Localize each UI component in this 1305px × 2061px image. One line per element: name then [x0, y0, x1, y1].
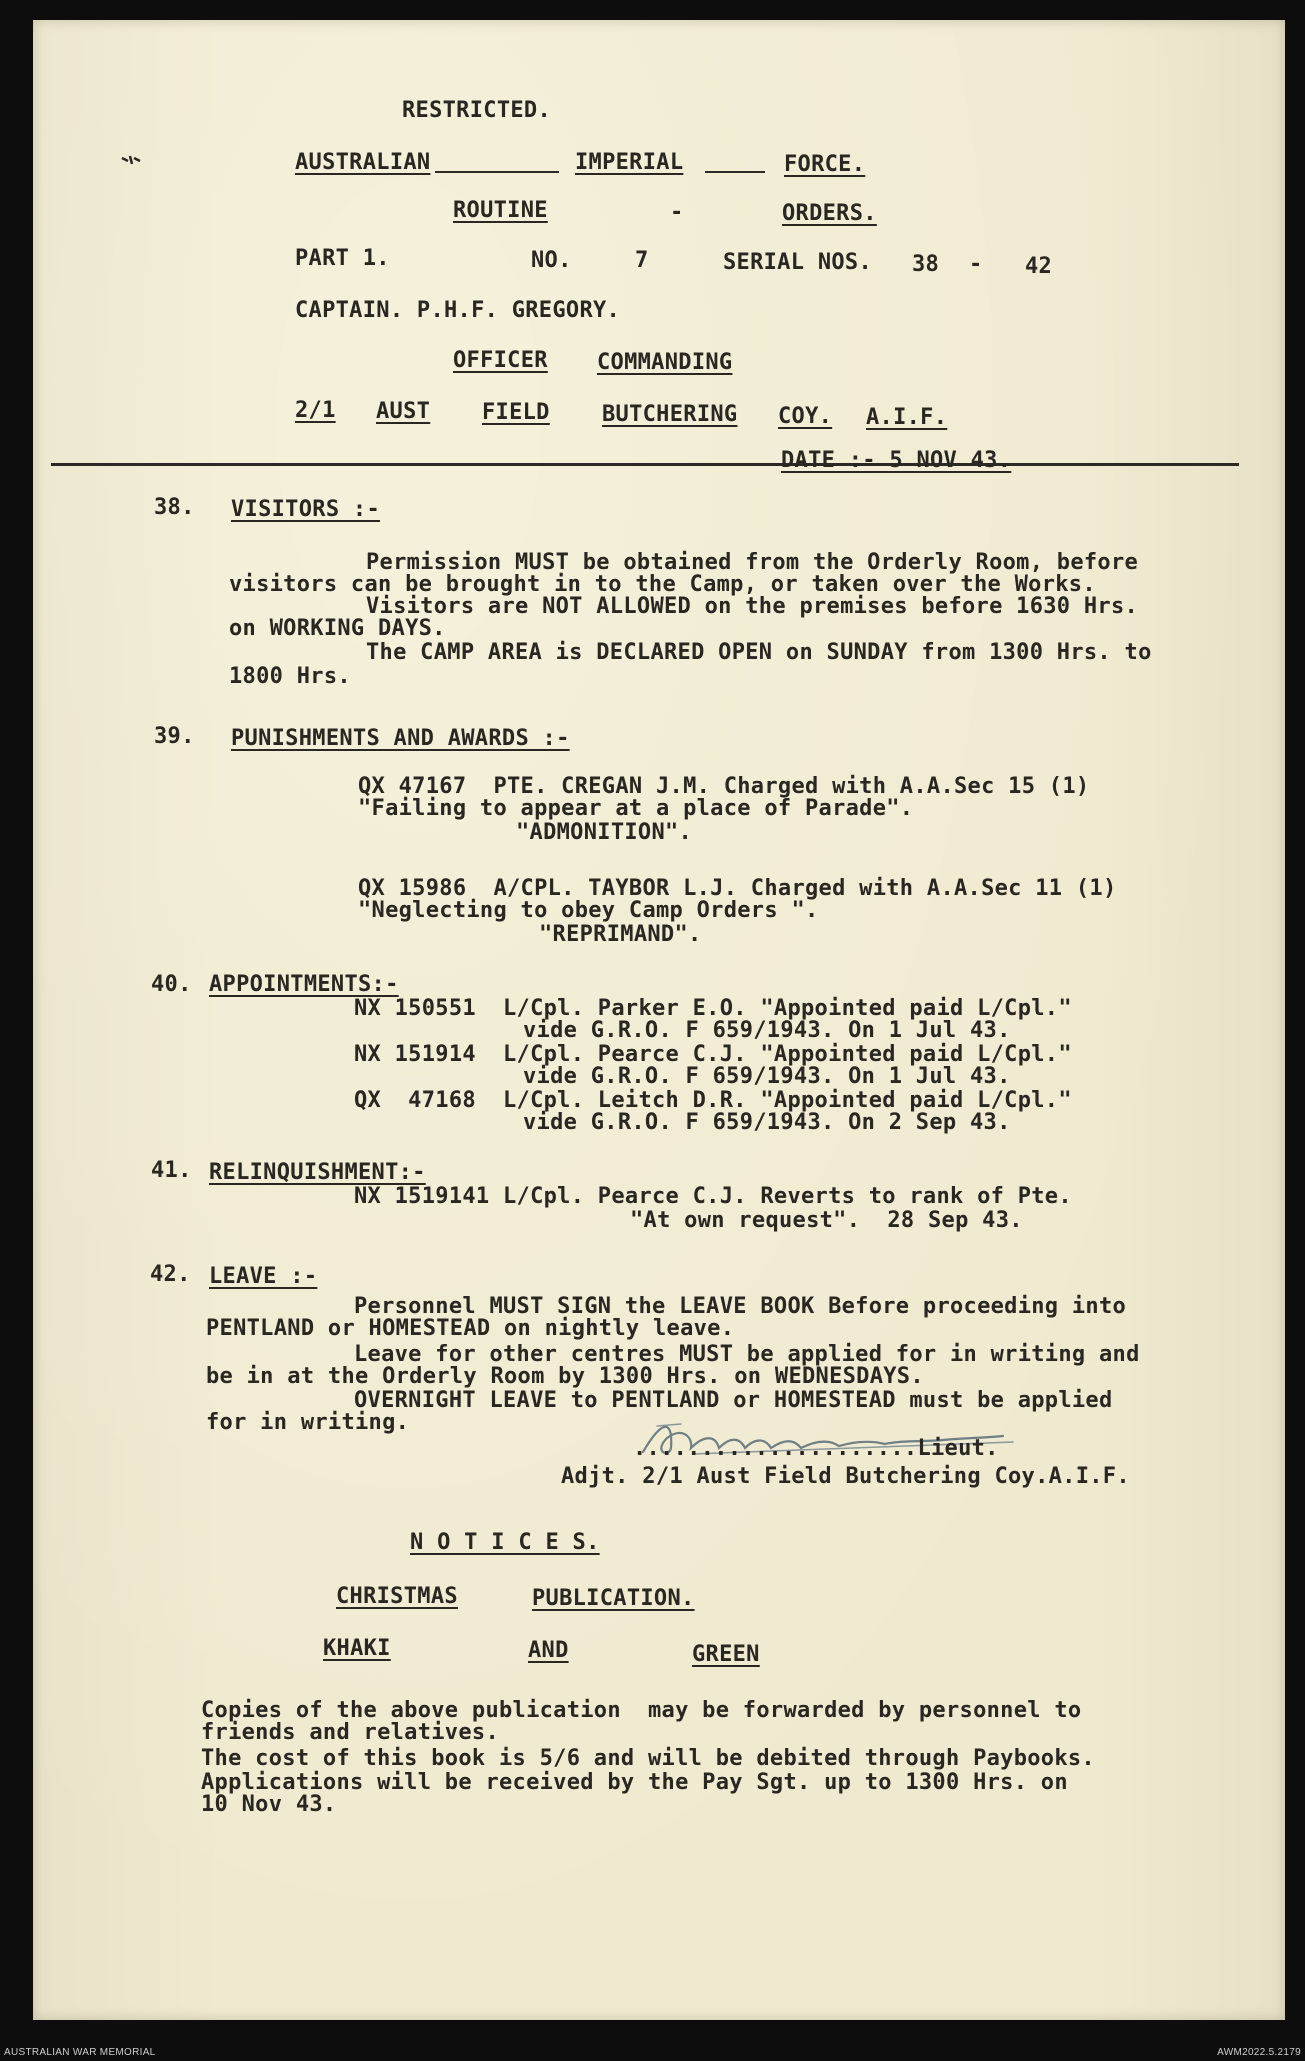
restricted-label: RESTRICTED. [402, 98, 551, 123]
unit-word-coy: COY. [778, 404, 833, 429]
serial-to: 42 [1025, 254, 1053, 279]
section-38-title: VISITORS :- [231, 497, 380, 522]
section-41-title: RELINQUISHMENT:- [209, 1160, 426, 1185]
notice-line: 10 Nov 43. [201, 1792, 337, 1817]
section-39-line: QX 47167 PTE. CREGAN J.M. Charged with A.A.Sec 15 (1) [358, 774, 1090, 799]
section-42-line: OVERNIGHT LEAVE to PENTLAND or HOMESTEAD must be applied [354, 1388, 1113, 1413]
section-39-title: PUNISHMENTS AND AWARDS :- [231, 726, 570, 751]
order-no-value: 7 [635, 248, 649, 273]
notice-line: friends and relatives. [201, 1720, 499, 1745]
section-39-line: "Neglecting to obey Camp Orders ". [358, 898, 819, 923]
notices-title: N O T I C E S. [410, 1530, 600, 1555]
unit-word-aust: AUST [376, 399, 431, 424]
routine-dash: - [670, 200, 684, 225]
section-38-line: visitors can be brought in to the Camp, or taken over the Works. [229, 572, 1096, 597]
underline-gap [705, 171, 765, 173]
underline-gap [435, 171, 559, 173]
order-date: DATE :- 5 NOV 43. [781, 448, 1012, 473]
section-42-line: be in at the Orderly Room by 1300 Hrs. on WEDNESDAYS. [206, 1364, 924, 1389]
section-41-line: "At own request". 28 Sep 43. [630, 1208, 1023, 1233]
section-42-line: PENTLAND or HOMESTEAD on nightly leave. [206, 1316, 735, 1341]
serial-dash: - [969, 252, 983, 277]
force-word-force: FORCE. [784, 152, 866, 177]
notice-khaki: KHAKI [323, 1636, 391, 1661]
section-39-number: 39. [154, 724, 195, 749]
notice-line: The cost of this book is 5/6 and will be debited through Paybooks. [201, 1746, 1095, 1771]
officer-word: OFFICER [453, 348, 548, 373]
force-word-australian: AUSTRALIAN [295, 150, 431, 175]
section-40-line: NX 150551 L/Cpl. Parker E.O. "Appointed paid L/Cpl." [354, 996, 1072, 1021]
section-38-number: 38. [154, 495, 195, 520]
section-42-line: Leave for other centres MUST be applied for in writing and [354, 1342, 1140, 1367]
notice-green: GREEN [692, 1642, 760, 1667]
section-39-line: QX 15986 A/CPL. TAYBOR L.J. Charged with A.A.Sec 11 (1) [358, 876, 1117, 901]
section-38-line: Permission MUST be obtained from the Orderly Room, before [366, 550, 1139, 575]
section-39-line: "ADMONITION". [516, 820, 693, 845]
section-42-number: 42. [150, 1262, 191, 1287]
section-38-line: Visitors are NOT ALLOWED on the premises before 1630 Hrs. [366, 594, 1139, 619]
document-page [33, 20, 1285, 2020]
section-41-number: 41. [151, 1158, 192, 1183]
section-39-line: "Failing to appear at a place of Parade". [358, 796, 914, 821]
section-42-line: for in writing. [206, 1410, 410, 1435]
routine-word: ROUTINE [453, 198, 548, 223]
header-divider [51, 463, 1239, 466]
notice-line: Copies of the above publication may be forwarded by personnel to [201, 1698, 1082, 1723]
unit-word-2-1: 2/1 [295, 398, 336, 423]
section-41-line: NX 1519141 L/Cpl. Pearce C.J. Reverts to rank of Pte. [354, 1184, 1072, 1209]
notice-line: Applications will be received by the Pay Sgt. up to 1300 Hrs. on [201, 1770, 1068, 1795]
orders-word: ORDERS. [782, 201, 877, 226]
serial-from: 38 [912, 252, 940, 277]
section-42-title: LEAVE :- [209, 1264, 318, 1289]
unit-word-field: FIELD [482, 400, 550, 425]
notice-publication: PUBLICATION. [532, 1586, 695, 1611]
serial-label: SERIAL NOS. [723, 250, 872, 275]
force-word-imperial: IMPERIAL [575, 150, 684, 175]
captain-name: CAPTAIN. P.H.F. GREGORY. [295, 298, 621, 323]
section-40-line: QX 47168 L/Cpl. Leitch D.R. "Appointed paid L/Cpl." [354, 1088, 1072, 1113]
notice-and: AND [528, 1638, 569, 1663]
section-40-line: vide G.R.O. F 659/1943. On 1 Jul 43. [523, 1064, 1011, 1089]
section-40-title: APPOINTMENTS:- [209, 972, 399, 997]
section-40-line: NX 151914 L/Cpl. Pearce C.J. "Appointed paid L/Cpl." [354, 1042, 1072, 1067]
order-no-label: NO. [531, 248, 572, 273]
footer-item-id: AWM2022.5.2179 [1217, 2047, 1301, 2058]
section-39-line: "REPRIMAND". [539, 922, 702, 947]
section-40-line: vide G.R.O. F 659/1943. On 2 Sep 43. [523, 1110, 1011, 1135]
unit-word-aif: A.I.F. [866, 405, 948, 430]
section-38-line: The CAMP AREA is DECLARED OPEN on SUNDAY from 1300 Hrs. to [366, 640, 1152, 665]
footer-archive-name: AUSTRALIAN WAR MEMORIAL [4, 2047, 156, 2058]
section-38-line: 1800 Hrs. [229, 664, 351, 689]
section-40-number: 40. [151, 972, 192, 997]
margin-mark-icon [120, 152, 144, 166]
section-38-line: on WORKING DAYS. [229, 616, 446, 641]
signature-adjt: Adjt. 2/1 Aust Field Butchering Coy.A.I.F. [561, 1464, 1130, 1489]
section-42-line: Personnel MUST SIGN the LEAVE BOOK Before proceeding into [354, 1294, 1127, 1319]
section-40-line: vide G.R.O. F 659/1943. On 1 Jul 43. [523, 1018, 1011, 1043]
commanding-word: COMMANDING [597, 350, 733, 375]
part-label: PART 1. [295, 246, 390, 271]
unit-word-butchering: BUTCHERING [602, 402, 738, 427]
notice-christmas: CHRISTMAS [336, 1584, 458, 1609]
signature-line: .....................Lieut. [633, 1436, 999, 1461]
